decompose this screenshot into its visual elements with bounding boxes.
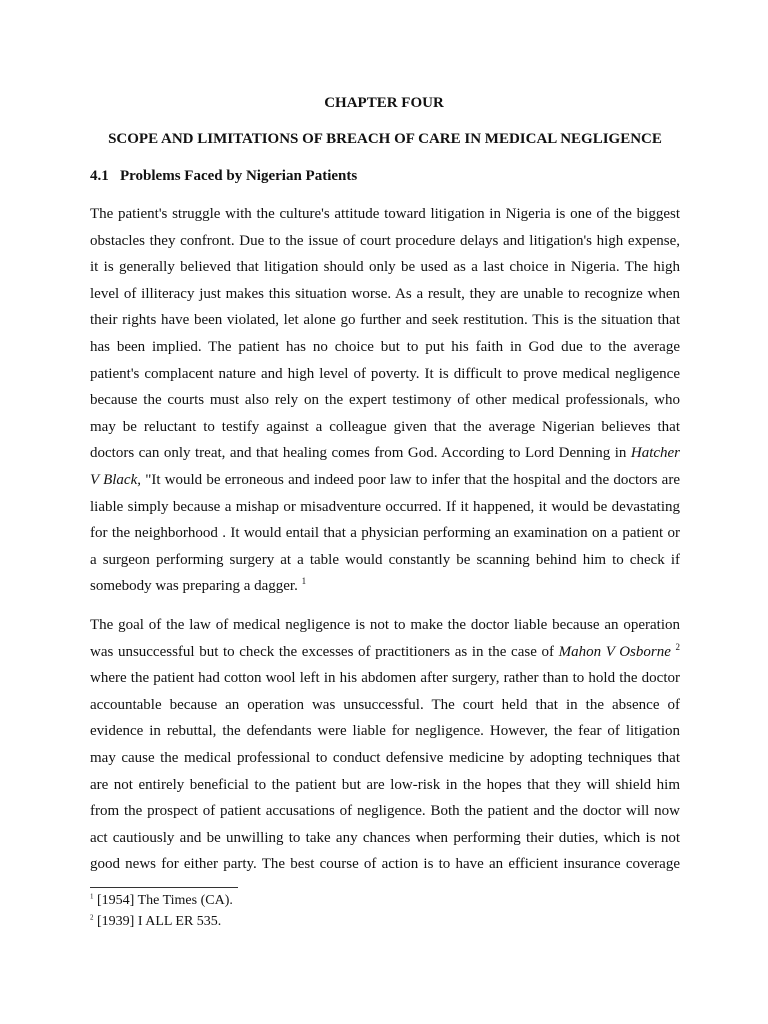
- body-paragraph-2: [90, 612, 680, 878]
- paragraph-line: from the prospect of patient accusations of negligence. Both the patient and the doctor will now: [90, 803, 680, 820]
- paragraph-text: doctors can only treat, and that healing comes from God. According to Lord Denning in: [90, 445, 627, 462]
- paragraph-line: a surgeon performing surgery at a table would constantly be scanning behind him to check if: [90, 551, 680, 568]
- footnote-text: [1939] I ALL ER 535.: [97, 914, 222, 929]
- chapter-heading: CHAPTER FOUR: [324, 95, 444, 111]
- paragraph-line: The goal of the law of medical negligence is not to make the doctor liable because an operation: [90, 617, 680, 633]
- paragraph-line: good news for either party. The best course of action is to have an efficient insurance coverage: [90, 856, 680, 873]
- footnote-text: [1954] The Times (CA).: [97, 893, 233, 908]
- paragraph-line: liable simply because a mishap or misadventure occurred. If it happened, it would be devastating: [90, 498, 680, 515]
- footnote-marker: 2: [90, 913, 94, 922]
- footnote-divider: [90, 887, 238, 888]
- case-name-hatcher: Hatcher: [630, 445, 681, 462]
- footnotes: [90, 890, 680, 932]
- footnote-marker: 1: [90, 892, 94, 901]
- section-number: 4.1: [90, 168, 109, 184]
- paragraph-line: [90, 440, 680, 467]
- chapter-title: SCOPE AND LIMITATIONS OF BREACH OF CARE IN MEDICAL NEGLIGENCE: [108, 131, 662, 147]
- section-title: Problems Faced by Nigerian Patients: [120, 168, 358, 184]
- paragraph-line: their rights have been violated, let alone go further and seek restitution. This is the situation that: [90, 312, 680, 329]
- paragraph-line: it is generally believed that litigation should only be used as a last choice in Nigeria. The high: [90, 259, 680, 276]
- paragraph-line: has been implied. The patient has no choice but to put his faith in God due to the average: [90, 338, 680, 355]
- paragraph-line: The patient's struggle with the culture's attitude toward litigation in Nigeria is one of the biggest: [90, 206, 680, 222]
- body-paragraph-1: [90, 201, 680, 600]
- paragraph-line: patient's complacent nature and high level of poverty. It is difficult to prove medical negligence: [90, 365, 680, 382]
- paragraph-line: level of illiteracy just makes this situation worse. As a result, they are unable to recognize when: [90, 285, 680, 302]
- case-name-black: V Black: [90, 471, 138, 488]
- paragraph-line: evidence in rebuttal, the defendants were liable for negligence. However, the fear of litigation: [90, 723, 680, 740]
- paragraph-text: somebody was preparing a dagger.: [90, 578, 298, 595]
- case-name-mahon: Mahon V Osborne: [558, 643, 671, 660]
- paragraph-line: may cause the medical professional to conduct defensive medicine by adopting techniques that: [90, 749, 680, 766]
- section-heading: [90, 167, 680, 185]
- paragraph-line: act cautiously and be unwilling to take any chances when performing their duties, which is not: [90, 829, 680, 846]
- paragraph-line: obstacles they confront. Due to the issue of court procedure delays and litigation's high expense,: [90, 232, 680, 249]
- footnote-reference-2[interactable]: 2: [675, 641, 681, 652]
- footnote-2: [90, 911, 680, 932]
- paragraph-line: [90, 639, 680, 666]
- paragraph-line: [90, 467, 680, 494]
- paragraph-line: because the courts must also rely on the expert testimony of other medical professionals, who: [90, 392, 680, 409]
- paragraph-line: are not entirely beneficial to the patient but are low-risk in the hopes that they will shield him: [90, 776, 680, 793]
- paragraph-line: for the neighborhood . It would entail that a physician performing an examination on a patient or: [90, 525, 680, 542]
- footnote-reference-1[interactable]: 1: [301, 576, 307, 587]
- paragraph-line: where the patient had cotton wool left in his abdomen after surgery, rather than to hold the doctor: [90, 670, 680, 687]
- paragraph-line: accountable because an operation was unsuccessful. The court held that in the absence of: [90, 696, 680, 713]
- paragraph-line: may be reluctant to testify against a colleague given that the average Nigerian believes that: [90, 418, 680, 435]
- footnote-1: [90, 890, 680, 911]
- paragraph-line: [90, 573, 680, 600]
- quote-start: , "It would be erroneous and indeed poor law to infer that the hospital and the doctors are: [137, 471, 680, 488]
- paragraph-text: was unsuccessful but to check the excesses of practitioners as in the case of: [90, 643, 554, 660]
